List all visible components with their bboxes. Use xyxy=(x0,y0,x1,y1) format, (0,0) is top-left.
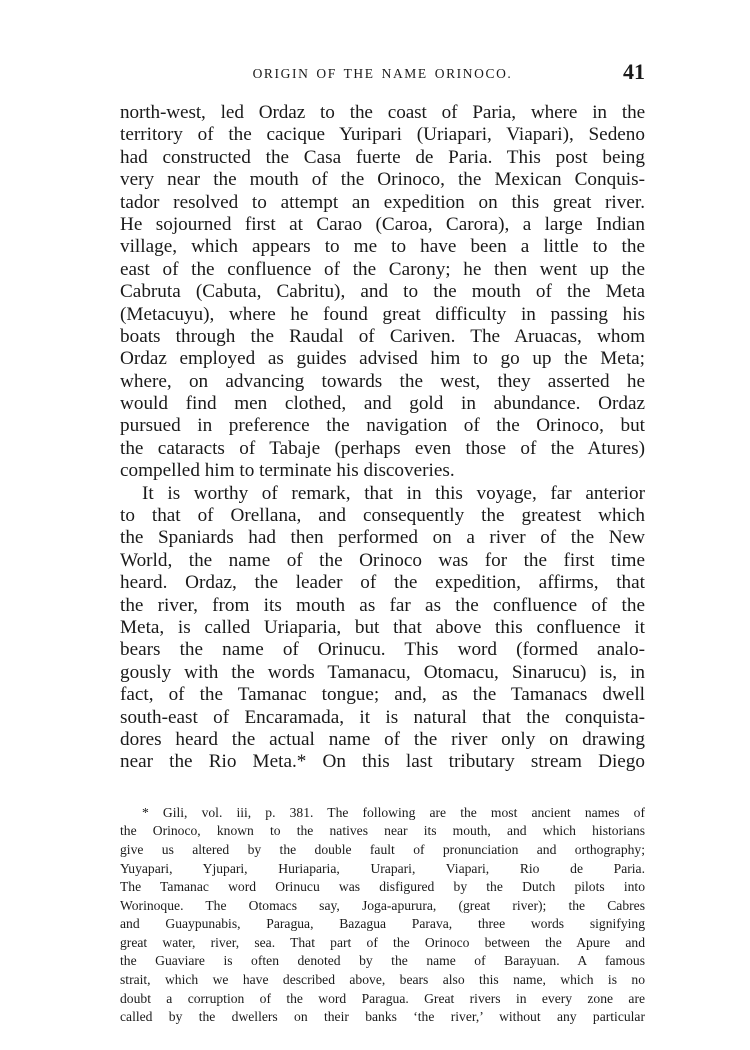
body-line: Cabruta (Cabuta, Cabritu), and to the mouth of the Meta xyxy=(120,281,645,303)
footnote-line: the Guaviare is often denoted by the name of Barayuan. A famous xyxy=(120,953,645,969)
body-line: the cataracts of Tabaje (perhaps even those of the Atures) xyxy=(120,437,645,459)
footnote-line: called by the dwellers on their banks ‘the river,’ without any particular xyxy=(120,1009,645,1025)
body-text xyxy=(120,102,645,774)
body-line: tador resolved to attempt an expedition on this great river. xyxy=(120,191,645,213)
body-line: World, the name of the Orinoco was for the first time xyxy=(120,549,645,571)
footnote-line: the Orinoco, known to the natives near its mouth, and which historians xyxy=(120,823,645,839)
body-line: where, on advancing towards the west, they asserted he xyxy=(120,370,645,392)
page-header xyxy=(120,60,645,90)
body-line: It is worthy of remark, that in this voyage, far anterior xyxy=(142,482,645,504)
footnote-line: give us altered by the double fault of pronunciation and orthography; xyxy=(120,841,645,857)
body-line: very near the mouth of the Orinoco, the Mexican Conquis- xyxy=(120,169,645,191)
body-line: village, which appears to me to have been a little to the xyxy=(120,236,645,258)
body-line: Ordaz employed as guides advised him to go up the Meta; xyxy=(120,348,645,370)
body-line: compelled him to terminate his discoveries. xyxy=(120,460,455,482)
page-number: 41 xyxy=(623,59,645,84)
footnote-line: great water, river, sea. That part of the Orinoco between the Apure and xyxy=(120,934,645,950)
body-line: He sojourned first at Carao (Caroa, Carora), a large Indian xyxy=(120,213,645,235)
footnote-line: and Guaypunabis, Paragua, Bazagua Parava, three words signifying xyxy=(120,916,645,932)
body-line: had constructed the Casa fuerte de Paria. This post being xyxy=(120,146,645,168)
footnote xyxy=(120,804,645,1027)
body-line: to that of Orellana, and consequently the greatest which xyxy=(120,505,645,527)
body-line: south-east of Encaramada, it is natural that the conquista- xyxy=(120,706,645,728)
book-page xyxy=(120,60,645,1027)
footnote-line: Worinoque. The Otomacs say, Joga-apurura, (great river); the Cabres xyxy=(120,897,645,913)
body-line: (Metacuyu), where he found great difficulty in passing his xyxy=(120,303,645,325)
body-line: Meta, is called Uriaparia, but that above this confluence it xyxy=(120,616,645,638)
footnote-line: * Gili, vol. iii, p. 381. The following are the most ancient names of xyxy=(142,804,645,820)
body-line: territory of the cacique Yuripari (Uriapari, Viapari), Sedeno xyxy=(120,124,645,146)
footnote-line: strait, which we have described above, bears also this name, which is no xyxy=(120,972,645,988)
body-line: near the Rio Meta.* On this last tributary stream Diego xyxy=(120,751,645,773)
body-line: bears the name of Orinucu. This word (formed analo- xyxy=(120,639,645,661)
body-line: pursued in preference the navigation of the Orinoco, but xyxy=(120,415,645,437)
footnote-line: The Tamanac word Orinucu was disfigured by the Dutch pilots into xyxy=(120,879,645,895)
body-line: gously with the words Tamanacu, Otomacu, Sinarucu) is, in xyxy=(120,661,645,683)
body-line: north-west, led Ordaz to the coast of Paria, where in the xyxy=(120,102,645,123)
body-line: the river, from its mouth as far as the confluence of the xyxy=(120,594,645,616)
body-line: east of the confluence of the Carony; he then went up the xyxy=(120,258,645,280)
body-line: dores heard the actual name of the river only on drawing xyxy=(120,728,645,750)
footnote-line: Yuyapari, Yjupari, Huriaparia, Urapari, Viapari, Rio de Paria. xyxy=(120,860,645,876)
body-line: fact, of the Tamanac tongue; and, as the Tamanacs dwell xyxy=(120,684,645,706)
body-line: the Spaniards had then performed on a river of the New xyxy=(120,527,645,549)
body-line: heard. Ordaz, the leader of the expedition, affirms, that xyxy=(120,572,645,594)
running-title: ORIGIN OF THE NAME ORINOCO. xyxy=(252,66,513,81)
footnote-line: doubt a corruption of the word Paragua. Great rivers in every zone are xyxy=(120,990,645,1006)
body-line: would find men clothed, and gold in abundance. Ordaz xyxy=(120,393,645,415)
body-line: boats through the Raudal of Cariven. The Aruacas, whom xyxy=(120,325,645,347)
